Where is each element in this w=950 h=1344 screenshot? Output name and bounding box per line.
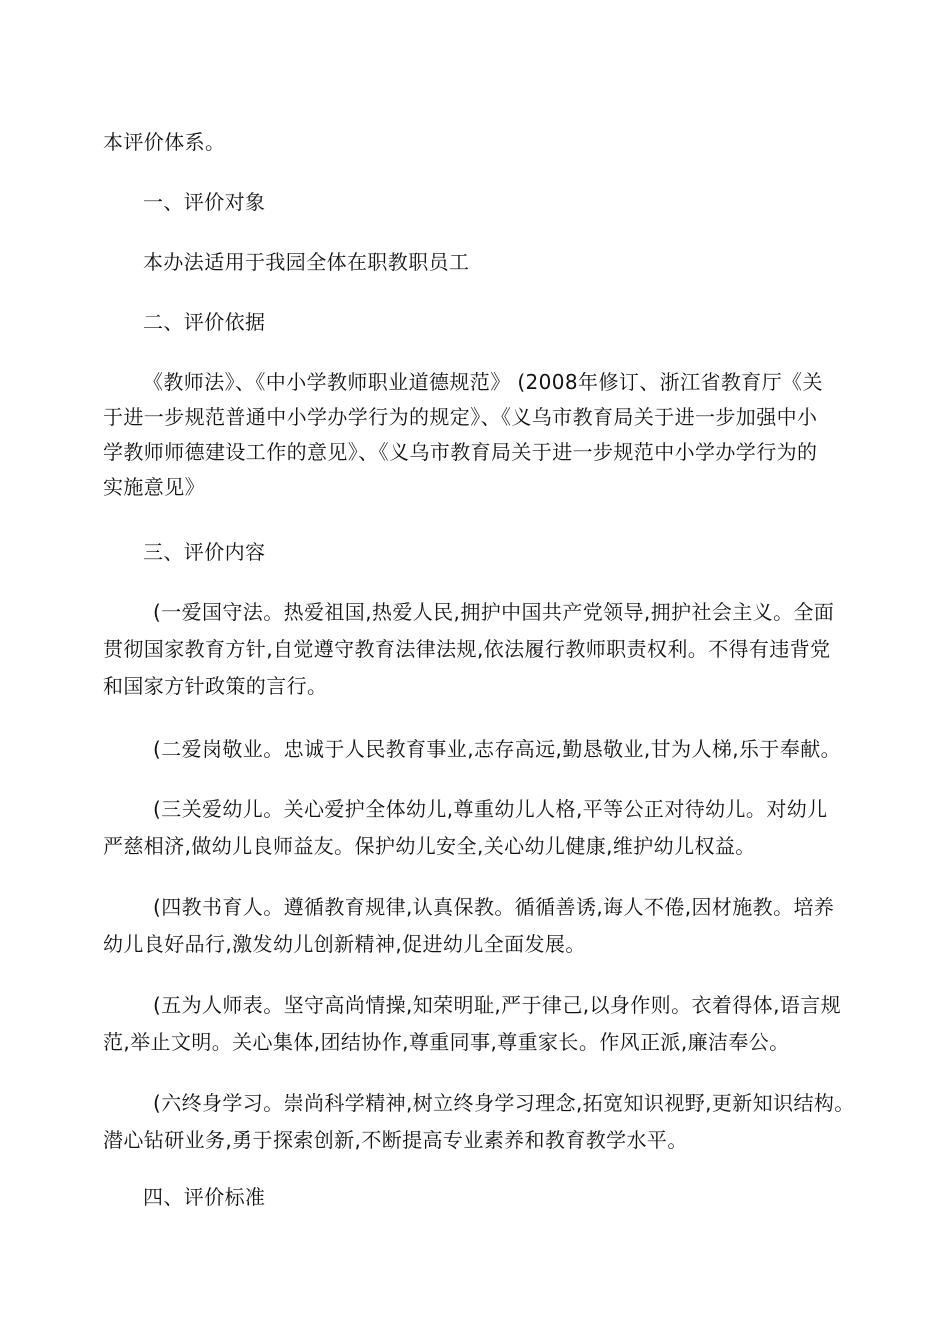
section-heading-evaluation-standard: 四、评价标准: [143, 1185, 266, 1209]
content-item-line: 范,举止文明。关心集体,团结协作,尊重同事,尊重家长。作风正派,廉洁奉公。: [103, 1030, 790, 1054]
section-body-evaluation-target: 本办法适用于我园全体在职教职员工: [143, 250, 470, 274]
intro-tail-text: 本评价体系。: [103, 130, 226, 154]
section-heading-evaluation-content: 三、评价内容: [143, 540, 266, 564]
content-item-line: (四教书育人。遵循教育规律,认真保教。循循善诱,诲人不倦,因材施教。培养: [153, 895, 835, 919]
content-item-line: (三关爱幼儿。关心爱护全体幼儿,尊重幼儿人格,平等公正对待幼儿。对幼儿: [153, 797, 828, 821]
section-heading-evaluation-target: 一、评价对象: [143, 190, 266, 214]
basis-paragraph-line: 实施意见》: [103, 475, 205, 499]
content-item-line: 和国家方针政策的言行。: [103, 674, 328, 698]
basis-paragraph-line: 于进一步规范普通中小学办学行为的规定》、《义乌市教育局关于进一步加强中小: [103, 405, 818, 429]
content-item-line: (五为人师表。坚守高尚情操,知荣明耻,严于律己,以身作则。衣着得体,语言规: [153, 993, 842, 1017]
content-item-line: (六终身学习。崇尚科学精神,树立终身学习理念,拓宽知识视野,更新知识结构。: [153, 1091, 855, 1115]
section-heading-evaluation-basis: 二、评价依据: [143, 310, 266, 334]
basis-paragraph-line: 《教师法》、《中小学教师职业道德规范》 (2008年修订、浙江省教育厅《关: [143, 370, 823, 394]
content-item-line: (二爱岗敬业。忠诚于人民教育事业,志存高远,勤恳敬业,甘为人梯,乐于奉献。: [153, 737, 842, 761]
content-item-line: 贯彻国家教育方针,自觉遵守教育法律法规,依法履行教师职责权利。不得有违背党: [103, 637, 831, 661]
basis-paragraph-line: 学教师师德建设工作的意见》、《义乌市教育局关于进一步规范中小学办学行为的: [103, 440, 818, 464]
content-item-line: 潜心钻研业务,勇于探索创新,不断提高专业素养和教育教学水平。: [103, 1128, 688, 1152]
content-item-line: 严慈相济,做幼儿良师益友。保护幼儿安全,关心幼儿健康,维护幼儿权益。: [103, 834, 756, 858]
content-item-line: 幼儿良好品行,激发幼儿创新精神,促进幼儿全面发展。: [103, 932, 586, 956]
content-item-line: (一爱国守法。热爱祖国,热爱人民,拥护中国共产党领导,拥护社会主义。全面: [153, 600, 835, 624]
